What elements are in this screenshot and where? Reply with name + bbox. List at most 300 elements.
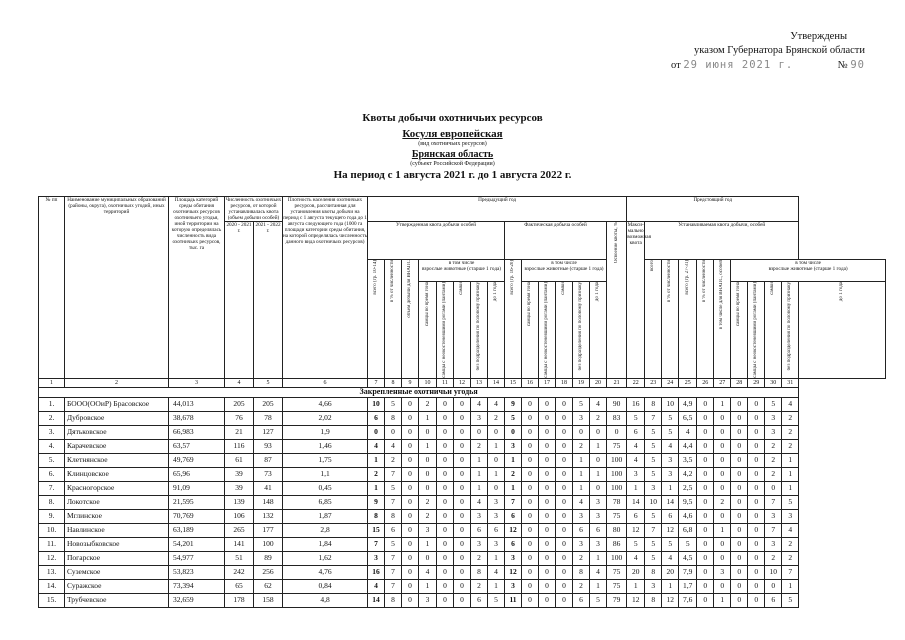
row-value: 0 — [454, 537, 471, 551]
row-value: 1 — [488, 579, 505, 593]
row-value: 5 — [662, 425, 679, 439]
header-adults-next: взрослые животные (старше 1 года) — [768, 266, 848, 272]
row-count-y1: 39 — [225, 467, 254, 481]
row-count-y1: 106 — [225, 509, 254, 523]
row-value: 2 — [385, 453, 402, 467]
row-count-y1: 39 — [225, 481, 254, 495]
row-value: 4 — [368, 439, 385, 453]
row-value: 2 — [765, 467, 782, 481]
header-males-rut-actual: самцы во время гона — [527, 282, 533, 327]
row-value: 1 — [368, 481, 385, 495]
row-value: 3 — [471, 509, 488, 523]
row-value: 1 — [471, 467, 488, 481]
row-number: 11. — [39, 537, 65, 551]
row-count-y2: 132 — [254, 509, 283, 523]
row-value: 5 — [645, 467, 662, 481]
row-count-y2: 87 — [254, 453, 283, 467]
row-value: 0 — [454, 481, 471, 495]
row-name: Погарское — [65, 551, 169, 565]
row-count-y2: 41 — [254, 481, 283, 495]
column-number: 17 — [539, 378, 556, 387]
row-value: 0 — [539, 439, 556, 453]
row-value: 8 — [368, 509, 385, 523]
row-name: Красногорское — [65, 481, 169, 495]
row-value: 0 — [419, 481, 437, 495]
row-value: 0 — [697, 509, 714, 523]
row-value: 6 — [488, 523, 505, 537]
header-count-y2: 2021 - 2022 г. — [254, 222, 283, 379]
row-value: 1 — [590, 579, 607, 593]
row-value: 2 — [573, 439, 590, 453]
row-value: 4,6 — [679, 509, 697, 523]
row-value: 9 — [368, 495, 385, 509]
row-value: 1 — [488, 551, 505, 565]
row-value: 79 — [607, 593, 627, 607]
row-value: 8 — [645, 397, 662, 411]
row-value: 0 — [731, 425, 748, 439]
row-value: 0 — [402, 523, 419, 537]
row-value: 75 — [607, 509, 627, 523]
row-area: 21,595 — [169, 495, 225, 509]
row-value: 0 — [714, 453, 731, 467]
row-value: 10 — [368, 397, 385, 411]
row-count-y1: 205 — [225, 397, 254, 411]
row-value: 3 — [765, 537, 782, 551]
row-value: 12 — [505, 523, 522, 537]
row-value: 0 — [748, 495, 765, 509]
row-count-y2: 148 — [254, 495, 283, 509]
row-area: 63,189 — [169, 523, 225, 537]
row-density: 1,1 — [283, 467, 368, 481]
row-value: 3 — [765, 509, 782, 523]
header-vnaps-9: объем добычи для ВНАПС — [407, 260, 413, 318]
row-value: 10 — [645, 495, 662, 509]
header-approved-quota: Утвержденная квота добычи особей — [368, 222, 505, 260]
column-number: 5 — [254, 378, 283, 387]
row-value: 0 — [437, 453, 454, 467]
row-value: 0 — [402, 565, 419, 579]
row-value: 2,5 — [679, 481, 697, 495]
table-row — [39, 509, 886, 523]
header-set-quota: Устанавливаемая квота добычи, особей — [645, 222, 799, 260]
row-value: 3 — [488, 537, 505, 551]
row-name: Клетнянское — [65, 453, 169, 467]
header-incl-next: в том числе — [795, 260, 821, 266]
row-value: 3 — [645, 481, 662, 495]
row-value: 4 — [488, 565, 505, 579]
row-value: 0 — [539, 579, 556, 593]
row-density: 1,87 — [283, 509, 368, 523]
header-no: № пп — [39, 197, 65, 379]
row-value: 3 — [505, 551, 522, 565]
row-value: 0 — [731, 593, 748, 607]
row-value: 5 — [645, 509, 662, 523]
row-value: 5 — [645, 537, 662, 551]
row-value: 0 — [731, 523, 748, 537]
row-value: 0 — [714, 509, 731, 523]
row-value: 0 — [731, 397, 748, 411]
row-value: 0 — [697, 579, 714, 593]
row-value: 1 — [627, 481, 645, 495]
row-count-y2: 177 — [254, 523, 283, 537]
row-value: 0 — [539, 509, 556, 523]
row-value: 7,6 — [679, 593, 697, 607]
row-value: 3 — [590, 537, 607, 551]
row-value: 0 — [522, 411, 539, 425]
row-value: 0 — [454, 495, 471, 509]
row-value: 1 — [368, 453, 385, 467]
row-value: 100 — [607, 467, 627, 481]
row-value: 4,5 — [679, 551, 697, 565]
column-number: 27 — [714, 378, 731, 387]
row-name: Трубчевское — [65, 593, 169, 607]
row-value: 0 — [765, 481, 782, 495]
row-value: 2 — [471, 551, 488, 565]
row-area: 70,769 — [169, 509, 225, 523]
row-value: 0 — [419, 453, 437, 467]
row-value: 0 — [731, 565, 748, 579]
row-value: 0 — [437, 495, 454, 509]
row-value: 4 — [488, 397, 505, 411]
row-density: 1,84 — [283, 537, 368, 551]
row-value: 0 — [488, 425, 505, 439]
row-value: 9 — [505, 397, 522, 411]
row-value: 100 — [607, 551, 627, 565]
row-value: 4 — [368, 579, 385, 593]
row-value: 9,5 — [679, 495, 697, 509]
row-name: Суземское — [65, 565, 169, 579]
row-value: 0 — [697, 495, 714, 509]
row-value: 0 — [748, 509, 765, 523]
row-area: 63,57 — [169, 439, 225, 453]
row-value: 0 — [556, 397, 573, 411]
row-value: 4 — [627, 439, 645, 453]
row-value: 0 — [539, 467, 556, 481]
row-value: 0 — [522, 439, 539, 453]
row-value: 7,9 — [679, 565, 697, 579]
row-value: 7 — [385, 495, 402, 509]
row-value: 4 — [471, 397, 488, 411]
row-value: 0 — [748, 551, 765, 565]
row-value: 0 — [522, 495, 539, 509]
column-number: 29 — [748, 378, 765, 387]
column-number: 7 — [368, 378, 385, 387]
row-value: 0 — [714, 439, 731, 453]
row-value: 1 — [471, 453, 488, 467]
header-total-25: всего (гр. 27-31) — [684, 260, 690, 295]
row-value: 0 — [714, 467, 731, 481]
header-adults-actual: взрослые животные (старше 1 года) — [524, 266, 604, 272]
row-name: Мглинское — [65, 509, 169, 523]
column-number: 20 — [590, 378, 607, 387]
row-value: 8 — [573, 565, 590, 579]
row-value: 0 — [522, 593, 539, 607]
row-value: 0 — [697, 565, 714, 579]
row-value: 1 — [590, 551, 607, 565]
row-value: 5 — [488, 593, 505, 607]
header-pct-8: в % от численности — [390, 260, 396, 303]
header-density: Плотность населения охотничьих ресурсов, рассчитанная для установления квоты добычи на период с 1 августа текущего года до 1 августа следующего года (1000 га площади категории среды обитания, на которой определялась численность данного вида охотничьих ресурсов) — [283, 197, 368, 379]
row-value: 0 — [697, 537, 714, 551]
table-row — [39, 579, 886, 593]
row-count-y2: 78 — [254, 411, 283, 425]
row-value: 0 — [402, 551, 419, 565]
species-caption: (вид охотничьих ресурсов) — [418, 141, 487, 147]
row-name: БООО(ООиР) Брасовское — [65, 397, 169, 411]
column-number: 11 — [437, 378, 454, 387]
row-value: 1 — [573, 481, 590, 495]
header-max-quota: Макси-мально возможная квота — [627, 222, 645, 379]
row-value: 1 — [505, 481, 522, 495]
row-value: 0 — [539, 537, 556, 551]
row-value: 6 — [505, 509, 522, 523]
table-row — [39, 439, 886, 453]
row-value: 0 — [437, 397, 454, 411]
row-value: 100 — [607, 453, 627, 467]
row-value: 1 — [488, 467, 505, 481]
row-value: 3 — [368, 551, 385, 565]
row-value: 0 — [419, 551, 437, 565]
row-value: 0 — [402, 425, 419, 439]
row-value: 75 — [607, 439, 627, 453]
header-males-no-antlers: самцы с неокостеневшими рогами (пантами) — [442, 282, 448, 378]
row-value: 7 — [645, 411, 662, 425]
row-value: 2 — [573, 551, 590, 565]
table-row — [39, 523, 886, 537]
row-count-y2: 62 — [254, 579, 283, 593]
row-value: 4 — [679, 425, 697, 439]
row-value: 0 — [590, 453, 607, 467]
table-row — [39, 551, 886, 565]
row-name: Дубровское — [65, 411, 169, 425]
row-number: 4. — [39, 439, 65, 453]
row-value: 0 — [556, 593, 573, 607]
row-value: 0 — [697, 593, 714, 607]
row-density: 0,45 — [283, 481, 368, 495]
row-value: 1 — [419, 411, 437, 425]
row-value: 0 — [539, 397, 556, 411]
row-value: 5 — [627, 411, 645, 425]
row-value: 0 — [437, 523, 454, 537]
row-value: 0 — [488, 481, 505, 495]
row-value: 0 — [731, 439, 748, 453]
row-count-y2: 73 — [254, 467, 283, 481]
row-value: 2 — [782, 425, 799, 439]
row-value: 0 — [748, 397, 765, 411]
row-value: 3 — [471, 411, 488, 425]
header-under1: до 1 года — [493, 282, 499, 302]
row-value: 5 — [765, 397, 782, 411]
row-value: 0 — [607, 425, 627, 439]
row-value: 5 — [385, 397, 402, 411]
row-value: 0 — [522, 397, 539, 411]
row-value: 0 — [505, 425, 522, 439]
row-count-y2: 205 — [254, 397, 283, 411]
table-row — [39, 537, 886, 551]
row-value: 10 — [662, 397, 679, 411]
row-value: 1 — [505, 453, 522, 467]
row-value: 0 — [402, 453, 419, 467]
column-number: 26 — [697, 378, 714, 387]
row-value: 0 — [748, 439, 765, 453]
row-value: 5 — [505, 411, 522, 425]
header-males-no-antlers-next: самцы с неокостеневшими рогами (пантами) — [753, 282, 759, 378]
column-number: 2 — [65, 378, 169, 387]
column-number: 1 — [39, 378, 65, 387]
header-pct-24: в % от численности — [667, 260, 673, 303]
approval-line-2: указом Губернатора Брянской области — [694, 45, 865, 56]
row-value: 0 — [454, 565, 471, 579]
row-count-y1: 21 — [225, 425, 254, 439]
row-count-y1: 141 — [225, 537, 254, 551]
row-value: 6 — [471, 523, 488, 537]
column-number: 10 — [419, 378, 437, 387]
row-value: 8 — [645, 565, 662, 579]
row-value: 8 — [385, 509, 402, 523]
row-value: 2 — [714, 495, 731, 509]
row-value: 3 — [505, 439, 522, 453]
row-count-y1: 51 — [225, 551, 254, 565]
header-no-sex: без подразделения по половому признаку — [476, 282, 482, 371]
row-count-y2: 256 — [254, 565, 283, 579]
header-pct-26: в % от численности — [702, 260, 708, 303]
row-value: 7 — [368, 537, 385, 551]
row-value: 0 — [454, 425, 471, 439]
row-count-y1: 76 — [225, 411, 254, 425]
row-value: 4 — [471, 495, 488, 509]
column-number: 25 — [679, 378, 697, 387]
row-value: 0 — [402, 467, 419, 481]
row-value: 0 — [748, 425, 765, 439]
region-name: Брянская область — [411, 149, 494, 160]
row-value: 0 — [437, 439, 454, 453]
row-value: 0 — [731, 579, 748, 593]
row-value: 3 — [645, 579, 662, 593]
row-area: 49,769 — [169, 453, 225, 467]
row-value: 3 — [782, 509, 799, 523]
row-value: 2 — [471, 579, 488, 593]
row-value: 0 — [714, 481, 731, 495]
row-value: 2 — [419, 509, 437, 523]
row-count-y1: 178 — [225, 593, 254, 607]
row-value: 0 — [419, 467, 437, 481]
column-number: 9 — [402, 378, 419, 387]
row-value: 0 — [748, 467, 765, 481]
approval-line-1: Утверждены — [790, 31, 847, 42]
row-number: 8. — [39, 495, 65, 509]
row-value: 4 — [782, 397, 799, 411]
row-value: 0 — [697, 411, 714, 425]
row-count-y1: 265 — [225, 523, 254, 537]
row-value: 15 — [368, 523, 385, 537]
section-row — [39, 387, 886, 397]
row-value: 0 — [748, 579, 765, 593]
row-value: 3,5 — [679, 453, 697, 467]
header-under1-next: до 1 года — [839, 282, 845, 302]
row-value: 3 — [573, 509, 590, 523]
row-value: 0 — [731, 481, 748, 495]
header-name: Наименование муниципальных образований (районы, округа), охотничьих угодий, иных территорий — [65, 197, 169, 379]
row-count-y2: 127 — [254, 425, 283, 439]
row-value: 75 — [607, 565, 627, 579]
table-row — [39, 565, 886, 579]
row-value: 4 — [590, 397, 607, 411]
row-value: 0 — [454, 523, 471, 537]
row-value: 0 — [437, 593, 454, 607]
header-males-rut: самцы во время гона — [424, 282, 430, 327]
row-value: 5 — [645, 425, 662, 439]
row-value: 6,8 — [679, 523, 697, 537]
row-density: 2,8 — [283, 523, 368, 537]
row-number: 5. — [39, 453, 65, 467]
row-number: 3. — [39, 425, 65, 439]
row-value: 0 — [437, 551, 454, 565]
row-value: 5 — [627, 537, 645, 551]
row-value: 6 — [471, 593, 488, 607]
row-number: 10. — [39, 523, 65, 537]
row-value: 7 — [765, 523, 782, 537]
approval-block — [635, 30, 865, 73]
row-value: 0 — [539, 425, 556, 439]
row-number: 15. — [39, 593, 65, 607]
row-value: 1 — [419, 439, 437, 453]
row-value: 11 — [505, 593, 522, 607]
row-value: 10 — [765, 565, 782, 579]
row-value: 0 — [437, 425, 454, 439]
row-value: 5 — [782, 593, 799, 607]
row-value: 0 — [522, 481, 539, 495]
row-value: 0 — [731, 537, 748, 551]
row-value: 4 — [385, 439, 402, 453]
row-value: 1 — [573, 467, 590, 481]
row-value: 0 — [385, 425, 402, 439]
row-count-y2: 89 — [254, 551, 283, 565]
row-value: 0 — [573, 425, 590, 439]
row-value: 1 — [662, 579, 679, 593]
row-name: Клинцовское — [65, 467, 169, 481]
row-value: 6 — [368, 411, 385, 425]
header-actual-harvest: Фактическая добыча особей — [505, 222, 607, 260]
title-block — [0, 112, 905, 181]
row-value: 0 — [748, 593, 765, 607]
row-value: 0 — [539, 453, 556, 467]
row-value: 12 — [627, 523, 645, 537]
row-density: 1,75 — [283, 453, 368, 467]
column-number: 18 — [556, 378, 573, 387]
row-value: 0 — [714, 551, 731, 565]
row-area: 32,659 — [169, 593, 225, 607]
row-value: 0 — [697, 551, 714, 565]
row-value: 0 — [697, 397, 714, 411]
column-number: 21 — [607, 378, 627, 387]
row-value: 6 — [573, 593, 590, 607]
row-value: 4 — [782, 523, 799, 537]
row-value: 80 — [607, 523, 627, 537]
row-value: 7 — [385, 565, 402, 579]
row-value: 0 — [419, 425, 437, 439]
table-row — [39, 467, 886, 481]
row-count-y1: 116 — [225, 439, 254, 453]
row-value: 3 — [419, 593, 437, 607]
document-title: Квоты добычи охотничьих ресурсов — [362, 112, 543, 124]
row-value: 0 — [556, 411, 573, 425]
row-value: 4 — [662, 551, 679, 565]
row-value: 0 — [471, 425, 488, 439]
row-value: 0 — [454, 467, 471, 481]
row-value: 0 — [697, 453, 714, 467]
approval-date-prefix: от — [671, 60, 681, 71]
row-count-y1: 139 — [225, 495, 254, 509]
